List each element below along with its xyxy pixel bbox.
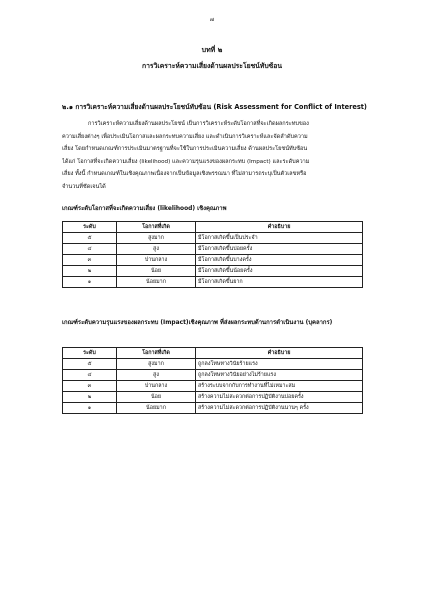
chance-cell: น้อย xyxy=(117,392,196,403)
description-cell: สร้างระบบจากกับการทำงานที่ไม่เหมาะสม xyxy=(196,381,363,392)
level-cell: ๕ xyxy=(63,233,117,244)
description-cell: ถูกลงโทษทางวินัยร้ายแรง xyxy=(196,359,363,370)
paragraph-line: จำนวนที่ชัดเจนได้ xyxy=(62,183,106,190)
table-row xyxy=(63,370,363,381)
description-cell: มีโอกาสเกิดขึ้นยาก xyxy=(196,277,363,288)
description-cell: สร้างความไม่สะดวกต่อการปฏิบัติงานบ่อยครั้ง xyxy=(196,392,363,403)
section-heading: ๒.๑ การวิเคราะห์ความเสี่ยงด้านผลประโยชน์ทับซ้อน (Risk Assessment for Conflict of Interest) xyxy=(62,103,367,111)
chance-cell: สูง xyxy=(117,370,196,381)
table-row xyxy=(63,255,363,266)
chapter-title: การวิเคราะห์ความเสี่ยงด้านผลประโยชน์ทับซ้อน xyxy=(142,62,282,70)
chance-cell: น้อยมาก xyxy=(117,277,196,288)
table-row xyxy=(63,381,363,392)
paragraph-line: ได้แก่ โอกาสที่จะเกิดความเสี่ยง (likelihood) และความรุนแรงของผลกระทบ (Impact) และระดับความ xyxy=(62,158,310,165)
description-cell: สร้างความไม่สะดวกต่อการปฏิบัติงานนานๆ ครั้ง xyxy=(196,403,363,414)
paragraph-line: เสี่ยง โดยกำหนดเกณฑ์การประเมินมาตรฐานที่จะใช้ในการประเมินความเสี่ยง ด้านผลประโยชน์ทับซ้อน xyxy=(62,146,308,153)
description-cell: มีโอกาสเกิดขึ้นบ่อยครั้ง xyxy=(196,244,363,255)
level-cell: ๑ xyxy=(63,277,117,288)
column-header-description: คำอธิบาย xyxy=(196,222,363,233)
chance-cell: สูงมาก xyxy=(117,233,196,244)
table-row xyxy=(63,359,363,370)
chance-cell: สูงมาก xyxy=(117,359,196,370)
likelihood-table xyxy=(62,221,363,288)
description-cell: ถูกลงโทษทางวินัยอย่างไม่ร้ายแรง xyxy=(196,370,363,381)
table-row xyxy=(63,277,363,288)
level-cell: ๔ xyxy=(63,244,117,255)
table-row xyxy=(63,392,363,403)
likelihood-table-caption: เกณฑ์ระดับโอกาสที่จะเกิดความเสี่ยง (likelihood) เชิงคุณภาพ xyxy=(62,206,227,212)
paragraph-line: การวิเคราะห์ความเสี่ยงด้านผลประโยชน์ เป็นการวิเคราะห์ระดับโอกาสที่จะเกิดผลกระทบของ xyxy=(88,121,309,127)
chance-cell: ปานกลาง xyxy=(117,381,196,392)
column-header-description: คำอธิบาย xyxy=(196,348,363,359)
level-cell: ๔ xyxy=(63,370,117,381)
chance-cell: น้อยมาก xyxy=(117,403,196,414)
chapter-label: บทที่ ๒ xyxy=(201,46,223,54)
column-header-level: ระดับ xyxy=(63,348,117,359)
table-row xyxy=(63,403,363,414)
chance-cell: น้อย xyxy=(117,266,196,277)
table-header-row xyxy=(63,222,363,233)
impact-table-caption: เกณฑ์ระดับความรุนแรงของผลกระทบ (Impact)เชิงคุณภาพ ที่ส่งผลกระทบด้านการดำเนินงาน (บุคลากร) xyxy=(62,320,333,326)
column-header-chance: โอกาสที่เกิด xyxy=(117,348,196,359)
impact-table xyxy=(62,347,363,414)
level-cell: ๒ xyxy=(63,266,117,277)
level-cell: ๓ xyxy=(63,381,117,392)
paragraph-line: ความเสี่ยงต่างๆ เพื่อประเมินโอกาสและผลกระทบความเสี่ยง และดำเนินการวิเคราะห์และจัดลำดับความ xyxy=(62,133,308,140)
chance-cell: สูง xyxy=(117,244,196,255)
chance-cell: ปานกลาง xyxy=(117,255,196,266)
intro-paragraph xyxy=(62,118,368,194)
column-header-chance: โอกาสที่เกิด xyxy=(117,222,196,233)
column-header-level: ระดับ xyxy=(63,222,117,233)
level-cell: ๕ xyxy=(63,359,117,370)
table-row xyxy=(63,233,363,244)
level-cell: ๓ xyxy=(63,255,117,266)
level-cell: ๑ xyxy=(63,403,117,414)
table-row xyxy=(63,266,363,277)
paragraph-line: เสี่ยง ทั้งนี้ กำหนดเกณฑ์ในเชิงคุณภาพเนื่องจากเป็นข้อมูลเชิงพรรณนา ที่ไม่สามารถระบุเป็นตัวเลขหรือ xyxy=(62,171,307,178)
description-cell: มีโอกาสเกิดขึ้นน้อยครั้ง xyxy=(196,266,363,277)
description-cell: มีโอกาสเกิดขึ้นบางครั้ง xyxy=(196,255,363,266)
table-header-row xyxy=(63,348,363,359)
description-cell: มีโอกาสเกิดขึ้นเป็นประจำ xyxy=(196,233,363,244)
level-cell: ๒ xyxy=(63,392,117,403)
table-row xyxy=(63,244,363,255)
page-number: ๗ xyxy=(209,16,215,23)
